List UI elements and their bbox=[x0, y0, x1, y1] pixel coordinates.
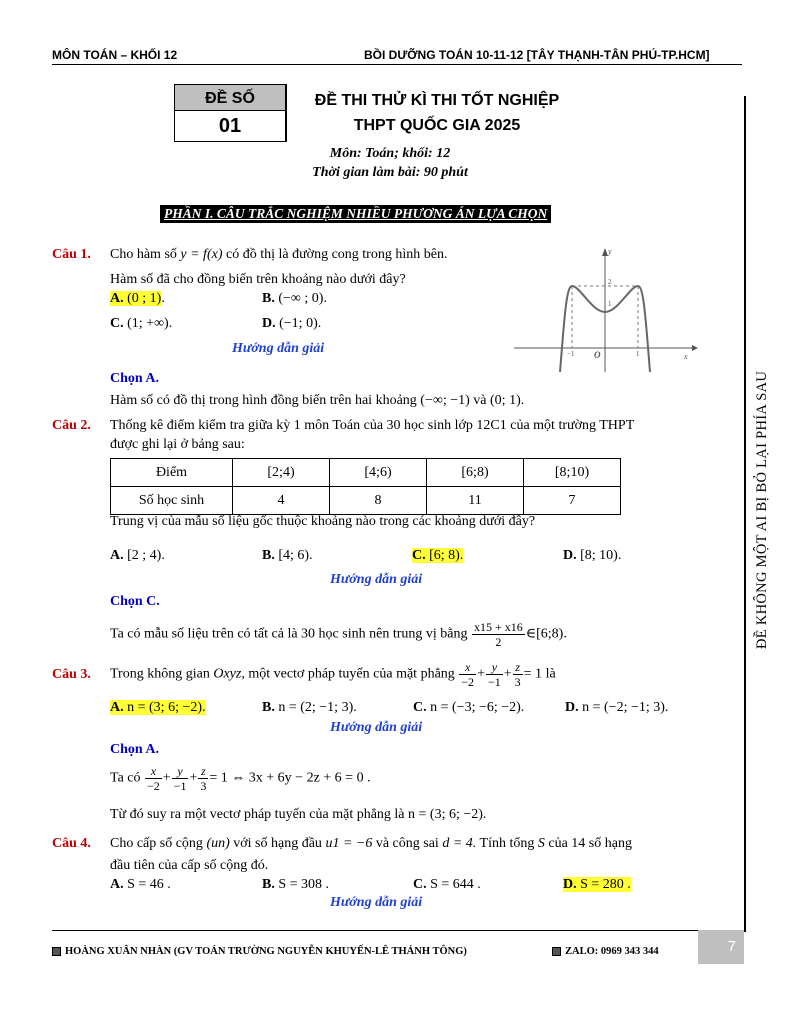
side-slogan: ĐỀ KHÔNG MỘT AI BỊ BỎ LẠI PHÍA SAU bbox=[754, 370, 770, 650]
q3-stem: Trong không gian Oxyz, một vectơ pháp tuyến của mặt phẳng $\frac{x}{-2}$ + $\frac{y}{-1}$ + $\frac{z}{3}$ = 1 là bbox=[110, 660, 556, 689]
q3-label: Câu 3. bbox=[52, 667, 91, 682]
q2-question: Trung vị của mẫu số liệu gốc thuộc khoảng nào trong các khoảng dưới đây? bbox=[110, 514, 536, 529]
q2-option-a[interactable]: A. [2 ; 4). bbox=[110, 548, 165, 563]
table-row bbox=[111, 487, 621, 515]
q2-table-header-3: [6;8) bbox=[427, 459, 524, 487]
q3-option-d-letter: D. bbox=[565, 700, 579, 715]
q2-table-row-label: Số học sinh bbox=[111, 487, 233, 515]
de-so-value: 01 bbox=[174, 110, 286, 142]
q4-stem-u1: u1 = −6 bbox=[325, 836, 373, 851]
header-right: BỒI DƯỠNG TOÁN 10-11-12 [TÂY THẠNH-TÂN PHÚ-TP.HCM] bbox=[364, 48, 710, 62]
q1-option-a-value: (0 ; 1) bbox=[127, 291, 162, 306]
q1-chosen: Chọn A. bbox=[110, 371, 160, 386]
q2-option-b-letter: B. bbox=[262, 548, 275, 563]
q3-explain-frac-z-num: z bbox=[198, 764, 208, 779]
q2-table-cell-2: 8 bbox=[330, 487, 427, 515]
footer-left-text: HOÀNG XUÂN NHÀN (GV TOÁN TRƯỜNG NGUYỄN KHUYẾN-LÊ THÁNH TÔNG) bbox=[65, 946, 467, 957]
q3-frac-y-num: y bbox=[486, 660, 503, 675]
q2-table-header-diem: Điểm bbox=[111, 459, 233, 487]
q4-option-b-value: S = 308 . bbox=[278, 877, 330, 892]
square-icon bbox=[52, 947, 61, 956]
q3-explain-frac-x-num: x bbox=[145, 764, 162, 779]
q4-option-b[interactable] bbox=[262, 877, 329, 893]
q2-explain bbox=[110, 620, 567, 649]
q4-option-c[interactable] bbox=[413, 877, 481, 893]
q3-option-c-value: n = (−3; −6; −2). bbox=[430, 700, 525, 715]
q1-graph bbox=[512, 244, 698, 374]
q4-stem-c: và công sai bbox=[375, 836, 439, 851]
q3-explain2-value: n = (3; 6; −2). bbox=[408, 807, 487, 822]
q3-explain-frac-x-den: −2 bbox=[147, 779, 160, 793]
q3-explain-frac-x bbox=[145, 764, 162, 793]
header-rule bbox=[52, 64, 742, 65]
q1-graph-tick-y1: 1 bbox=[608, 300, 612, 308]
q1-stem-fn: y = f(x) bbox=[180, 247, 223, 262]
section-title: PHẦN I. CÂU TRẮC NGHIỆM NHIỀU PHƯƠNG ÁN LỰA CHỌN bbox=[160, 205, 551, 223]
q1-explain: Hàm số có đồ thị trong hình đồng biến trên hai khoảng (−∞; −1) và (0; 1). bbox=[110, 393, 525, 408]
q2-table-header-2: [4;6) bbox=[330, 459, 427, 487]
q1-option-c[interactable]: C. (1; +∞). bbox=[110, 316, 173, 331]
q1-graph-y-label: y bbox=[608, 247, 612, 256]
q3-guide: Hướng dẫn giải bbox=[330, 720, 423, 735]
q2-frac-den: 2 bbox=[495, 635, 502, 649]
footer-right bbox=[552, 946, 659, 957]
q3-explain-frac-y bbox=[172, 764, 189, 793]
q1-guide: Hướng dẫn giải bbox=[232, 341, 325, 356]
de-so-label: ĐỀ SỐ bbox=[174, 84, 286, 111]
q4-stem-d: d = 4. bbox=[442, 836, 477, 851]
q2-table-cell-4: 7 bbox=[524, 487, 621, 515]
q2-guide: Hướng dẫn giải bbox=[330, 572, 423, 587]
q3-frac-y bbox=[486, 660, 503, 689]
q1-label: Câu 1. bbox=[52, 247, 91, 262]
q3-frac-x-num: x bbox=[459, 660, 476, 675]
q2-option-c[interactable]: C. [6; 8). bbox=[412, 548, 464, 563]
exam-title-line2: THPT QUỐC GIA 2025 bbox=[353, 117, 521, 134]
q2-option-d[interactable]: D. [8; 10). bbox=[563, 548, 622, 563]
q1-stem-b: có đồ thị là đường cong trong hình bên. bbox=[225, 247, 448, 262]
q2-table-cell-3: 11 bbox=[427, 487, 524, 515]
q1-option-a-letter: A. bbox=[110, 291, 124, 306]
q3-explain1-b: = 1 ⇔ 3x + 6y − 2z + 6 = 0 . bbox=[209, 770, 371, 786]
q4-stem-f: của 14 số hạng bbox=[548, 836, 632, 851]
q2-explain-text: Ta có mẫu số liệu trên có tất cả là 30 học sinh nên trung vị bằng bbox=[110, 626, 468, 642]
q2-option-c-value: [6; 8) bbox=[429, 548, 460, 563]
q3-explain1: Ta có $\frac{x}{-2}$ + $\frac{y}{-1}$ + $\frac{z}{3}$ = 1 ⇔ 3x + 6y − 2z + 6 = 0 . bbox=[110, 764, 371, 793]
header-left: MÔN TOÁN – KHỐI 12 bbox=[52, 48, 178, 62]
q4-option-a-letter: A. bbox=[110, 877, 124, 892]
q3-explain-frac-y-den: −1 bbox=[173, 779, 187, 793]
q3-stem-a: Trong không gian bbox=[110, 666, 210, 682]
q3-plane-rhs: = 1 bbox=[523, 666, 543, 682]
q3-frac-x-den: −2 bbox=[461, 675, 475, 689]
q2-option-b[interactable]: B. [4; 6). bbox=[262, 548, 313, 563]
q1-explain-and: và bbox=[473, 393, 487, 408]
q2-table-header-4: [8;10) bbox=[524, 459, 621, 487]
q1-graph-tick-neg1: −1 bbox=[567, 350, 575, 358]
title-divider bbox=[285, 84, 287, 142]
title-box bbox=[174, 84, 586, 142]
q2-option-a-value: [2 ; 4) bbox=[127, 548, 162, 563]
footer-right-text: ZALO: 0969 343 344 bbox=[565, 946, 659, 957]
q4-guide: Hướng dẫn giải bbox=[330, 895, 423, 910]
q3-option-a[interactable] bbox=[110, 700, 206, 716]
q4-label: Câu 4. bbox=[52, 836, 91, 851]
q3-frac-y-den: −1 bbox=[487, 675, 501, 689]
q3-explain2-text: Từ đó suy ra một vectơ pháp tuyến của mặt phẳng là bbox=[110, 807, 405, 822]
q3-explain-frac-z bbox=[198, 764, 208, 793]
q4-stem-b: với số hạng đầu bbox=[233, 836, 322, 851]
q1-option-a[interactable]: A. (0 ; 1). bbox=[110, 291, 165, 306]
exam-title-line1: ĐỀ THI THỬ KÌ THI TỐT NGHIỆP bbox=[314, 92, 560, 109]
q2-label: Câu 2. bbox=[52, 418, 91, 433]
q1-option-b-value: (−∞ ; 0) bbox=[278, 291, 324, 306]
q3-explain2 bbox=[110, 807, 486, 823]
q3-option-d[interactable] bbox=[565, 700, 668, 716]
q3-option-a-letter: A. bbox=[110, 700, 124, 715]
q2-stem1: Thống kê điểm kiểm tra giữa kỳ 1 môn Toán của 30 học sinh lớp 12C1 của một trường THPT bbox=[110, 418, 635, 433]
q3-option-b-value: n = (2; −1; 3). bbox=[278, 700, 357, 715]
footer-rule bbox=[52, 930, 742, 931]
q2-table-header-1: [2;4) bbox=[233, 459, 330, 487]
table-row bbox=[111, 459, 621, 487]
page-number: 7 bbox=[698, 930, 744, 964]
q1-option-c-value: (1; +∞) bbox=[127, 316, 169, 331]
side-rule bbox=[744, 96, 746, 932]
q3-chosen: Chọn A. bbox=[110, 742, 160, 757]
q3-option-b[interactable] bbox=[262, 700, 357, 716]
q2-table-cell-1: 4 bbox=[233, 487, 330, 515]
q4-option-b-letter: B. bbox=[262, 877, 275, 892]
q3-stem-b: , một vectơ pháp tuyến của mặt phẳng bbox=[241, 666, 455, 682]
q2-option-b-value: [4; 6) bbox=[278, 548, 310, 563]
q4-stem-a: Cho cấp số cộng bbox=[110, 836, 203, 851]
q3-option-a-value: n = (3; 6; −2). bbox=[127, 700, 206, 715]
q1-stem2: Hàm số đã cho đồng biến trên khoảng nào dưới đây? bbox=[110, 272, 406, 287]
q4-option-d[interactable] bbox=[563, 877, 631, 893]
q3-frac-z-den: 3 bbox=[514, 675, 521, 689]
q2-stem2: được ghi lại ở bảng sau: bbox=[110, 437, 245, 452]
q3-stem-c: là bbox=[545, 666, 556, 682]
q2-chosen: Chọn C. bbox=[110, 594, 160, 609]
q1-graph-tick-y2: 2 bbox=[608, 278, 612, 286]
q3-frac-x bbox=[459, 660, 476, 689]
q1-option-d-value: (−1; 0) bbox=[279, 316, 318, 331]
q3-option-c[interactable] bbox=[413, 700, 524, 716]
q4-option-c-letter: C. bbox=[413, 877, 427, 892]
q1-explain-i1: (−∞; −1) bbox=[420, 393, 470, 408]
q4-option-c-value: S = 644 . bbox=[430, 877, 481, 892]
q2-table bbox=[110, 458, 621, 515]
exam-title bbox=[288, 88, 586, 138]
q1-graph-x-label: x bbox=[684, 352, 688, 361]
q1-option-c-letter: C. bbox=[110, 316, 124, 331]
q4-stem bbox=[110, 836, 632, 852]
square-icon bbox=[552, 947, 561, 956]
q4-option-a[interactable] bbox=[110, 877, 171, 893]
q1-option-d[interactable]: D. (−1; 0). bbox=[262, 316, 322, 331]
q1-option-b-letter: B. bbox=[262, 291, 275, 306]
q4-option-a-value: S = 46 . bbox=[127, 877, 171, 892]
q2-frac-num: x15 + x16 bbox=[473, 620, 523, 634]
q3-explain1-a: Ta có bbox=[110, 770, 141, 786]
q3-frac-z bbox=[513, 660, 523, 689]
q2-median-fraction bbox=[472, 620, 525, 649]
q3-explain-frac-z-den: 3 bbox=[200, 779, 207, 793]
q4-stem-un: (un) bbox=[206, 836, 230, 851]
q1-explain-i2: (0; 1) bbox=[490, 393, 521, 408]
q2-option-c-letter: C. bbox=[412, 548, 426, 563]
subject-line: Môn: Toán; khối: 12 bbox=[329, 146, 451, 161]
q3-frac-z-num: z bbox=[513, 660, 523, 675]
q1-option-d-letter: D. bbox=[262, 316, 276, 331]
q3-option-d-value: n = (−2; −1; 3). bbox=[582, 700, 669, 715]
time-line: Thời gian làm bài: 90 phút bbox=[312, 165, 468, 180]
q3-explain-frac-y-num: y bbox=[172, 764, 189, 779]
q1-option-b[interactable]: B. (−∞ ; 0). bbox=[262, 291, 327, 306]
q2-option-a-letter: A. bbox=[110, 548, 124, 563]
q4-stem-e: Tính tổng bbox=[479, 836, 535, 851]
q3-stem-oxyz: Oxyz bbox=[213, 666, 242, 682]
q4-stem-s: S bbox=[537, 836, 545, 851]
q1-graph-tick-pos1: 1 bbox=[636, 350, 640, 358]
q4-option-d-letter: D. bbox=[563, 877, 577, 892]
q2-option-d-value: [8; 10) bbox=[580, 548, 618, 563]
q1-graph-origin: O bbox=[594, 350, 601, 360]
footer-left bbox=[52, 946, 467, 957]
q1-stem bbox=[110, 247, 447, 263]
q2-option-d-letter: D. bbox=[563, 548, 577, 563]
q4-stem2: đầu tiên của cấp số cộng đó. bbox=[110, 858, 269, 873]
q1-stem-a: Cho hàm số bbox=[110, 247, 177, 262]
q3-option-c-letter: C. bbox=[413, 700, 427, 715]
q4-option-d-value: S = 280 . bbox=[580, 877, 631, 892]
q2-explain-tail: ∈[6;8). bbox=[525, 626, 567, 642]
q3-option-b-letter: B. bbox=[262, 700, 275, 715]
q1-explain-a: Hàm số có đồ thị trong hình đồng biến trên hai khoảng bbox=[110, 393, 417, 408]
